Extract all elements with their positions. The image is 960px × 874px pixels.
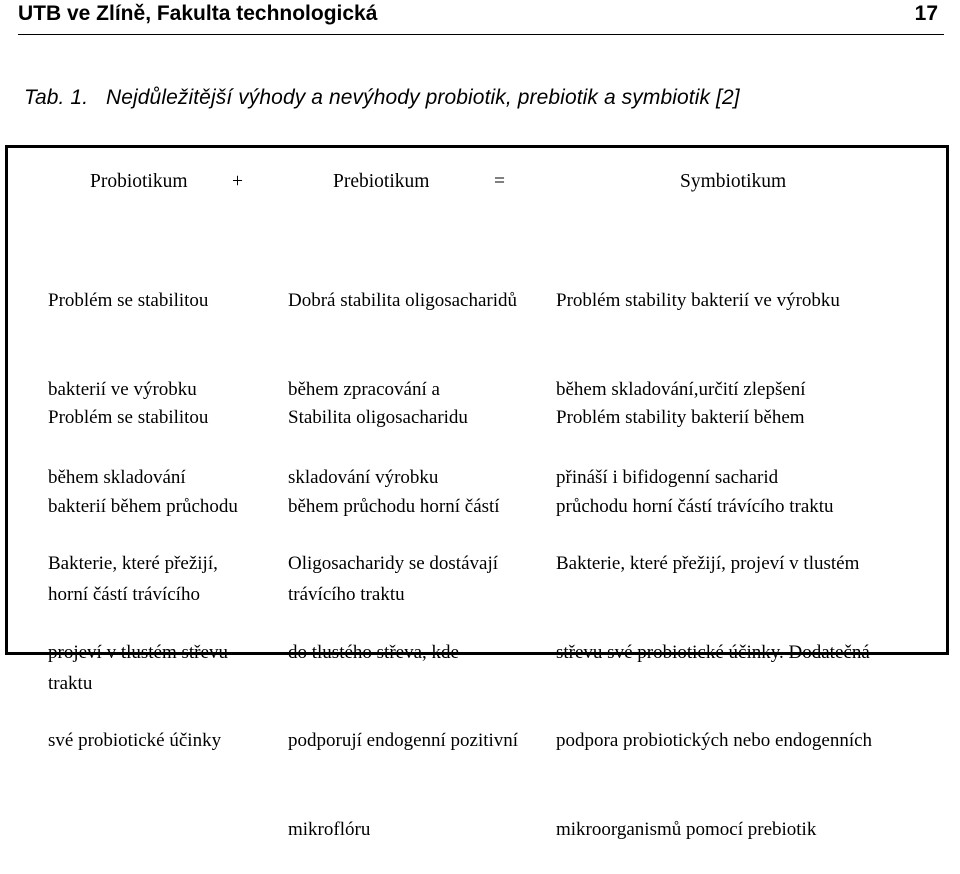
cell-line: Bakterie, které přežijí, projeví v tlustém — [556, 553, 860, 574]
page-header — [18, 0, 944, 35]
cell-line: během průchodu horní částí — [288, 495, 500, 517]
cell-line: přináší i bifidogenní sacharid — [556, 467, 779, 488]
row3-prebiotikum-cell — [288, 490, 518, 874]
cell-line: traktu — [48, 672, 93, 694]
cell-line: podpora probiotických nebo endogenních — [556, 730, 873, 751]
cell-line: průchodu horní částí trávícího traktu — [556, 495, 834, 517]
header-probiotikum: Probiotikum — [90, 171, 188, 192]
header-title: UTB ve Zlíně, Fakulta technologická — [18, 2, 378, 25]
cell-line: bakterií ve výrobku — [48, 378, 197, 400]
cell-line: skladování výrobku — [288, 467, 439, 488]
cell-line: horní částí trávícího — [48, 584, 200, 605]
cell-line: mikroorganismů pomocí prebiotik — [556, 818, 817, 840]
cell-line: projeví v tlustém střevu — [48, 641, 228, 663]
cell-line: střevu své probiotické účinky. Dodatečná — [556, 641, 870, 663]
header-prebiotikum: Prebiotikum — [333, 171, 430, 192]
cell-line: Oligosacharidy se dostávají — [288, 553, 499, 574]
cell-line: Problém se stabilitou — [48, 290, 209, 311]
cell-line: do tlustého střeva, kde — [288, 641, 459, 663]
cell-line: Dobrá stabilita oligosacharidů — [288, 290, 517, 311]
cell-line: mikroflóru — [288, 818, 371, 840]
caption-label: Tab. 1. — [24, 86, 89, 109]
header-plus-operator: + — [232, 171, 243, 192]
page-number: 17 — [914, 2, 938, 25]
header-symbiotikum: Symbiotikum — [680, 171, 787, 192]
cell-line: Problém se stabilitou — [48, 407, 209, 428]
cell-line: Bakterie, které přežijí, — [48, 553, 218, 574]
cell-line: během skladování — [48, 467, 186, 488]
cell-line: bakterií během průchodu — [48, 495, 238, 517]
caption-text: Nejdůležitější výhody a nevýhody probiotik, prebiotik a symbiotik [2] — [105, 86, 740, 109]
cell-line: během skladování,určití zlepšení — [556, 378, 806, 400]
cell-line: Problém stability bakterií během — [556, 407, 805, 428]
cell-line: trávícího traktu — [288, 584, 405, 605]
cell-line: během zpracování a — [288, 378, 440, 400]
cell-line: Stabilita oligosacharidu — [288, 407, 468, 428]
cell-line: podporují endogenní pozitivní — [288, 730, 519, 751]
row3-probiotikum-cell — [48, 490, 228, 785]
table-caption — [24, 86, 740, 110]
header-equals-operator: = — [494, 171, 505, 192]
cell-line: své probiotické účinky — [48, 730, 222, 751]
row3-symbiotikum-cell — [556, 490, 872, 874]
cell-line: Problém stability bakterií ve výrobku — [556, 290, 840, 311]
